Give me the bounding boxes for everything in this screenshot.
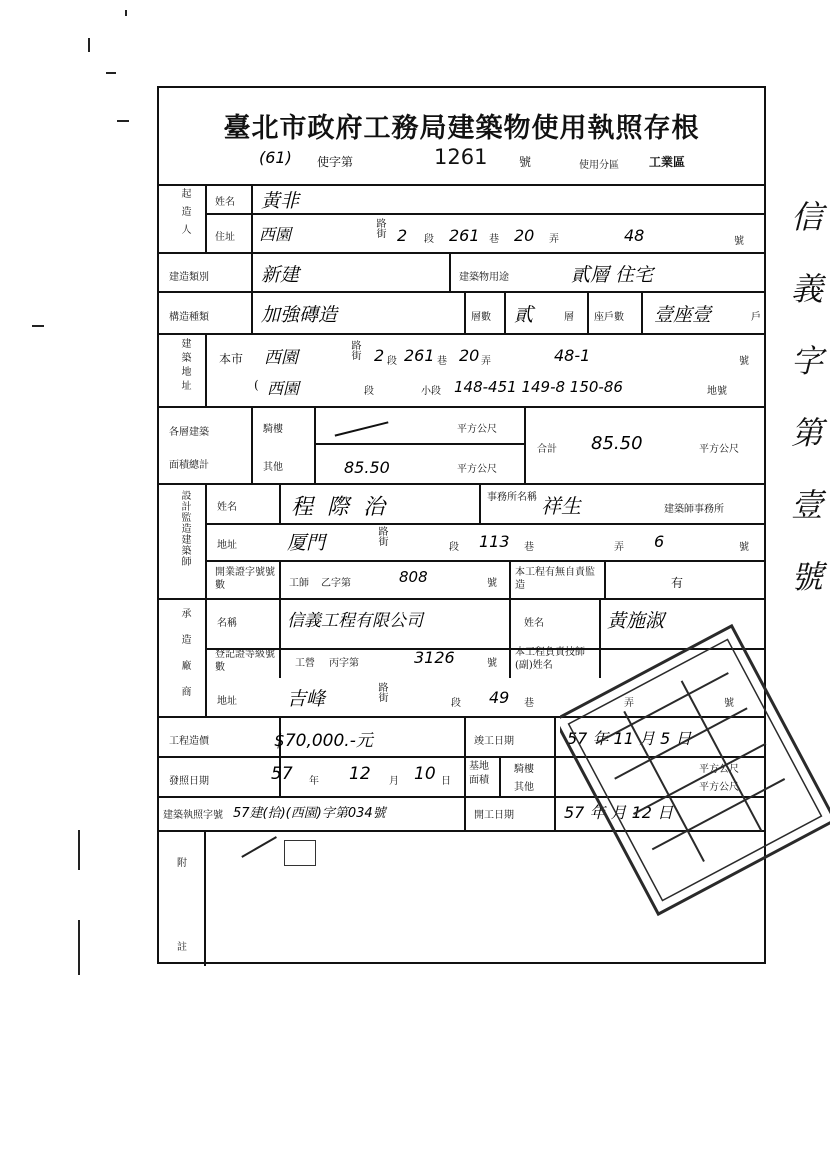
contractor-reg-suffix: 號 <box>487 658 497 669</box>
architect-addr-road: 厦門 <box>287 532 326 554</box>
contractor-tech-label: 本工程負責技師(副)姓名 <box>515 647 585 671</box>
land-suffix: 地號 <box>707 386 727 397</box>
scan-mark <box>78 920 80 975</box>
notes-label-top: 附 <box>177 858 187 869</box>
site-lane-unit: 巷 <box>437 356 447 367</box>
form-title: 臺北市政府工務局建築物使用執照存根 <box>223 113 700 144</box>
owner-name-value: 黃非 <box>261 190 300 212</box>
architect-section-label: 設計監造建築師 <box>179 490 190 567</box>
architect-address-label: 地址 <box>217 540 237 551</box>
number-suffix: 號 <box>519 155 532 169</box>
site-road-label: 路街 <box>349 340 360 360</box>
contractor-road-label: 路街 <box>376 682 387 702</box>
owner-section-label: 起造人 <box>179 188 190 242</box>
architect-section-unit: 段 <box>449 542 459 553</box>
office-label: 事務所名稱 <box>487 492 537 503</box>
permit-number: 1261 <box>434 145 488 169</box>
supervise-value: 有 <box>671 576 684 590</box>
owner-addr-district: 西園 <box>259 225 292 244</box>
supervise-label: 本工程有無自責監造 <box>515 567 595 591</box>
site-label: 建築地址 <box>179 338 190 394</box>
issue-day-label: 日 <box>441 776 451 787</box>
other-area-label: 其他 <box>263 462 283 473</box>
owner-addr-section: 2 <box>397 226 408 245</box>
land-subsection-label: 小段 <box>421 386 441 397</box>
project-other-label: 其他 <box>514 782 534 793</box>
site-section-unit: 段 <box>387 356 397 367</box>
land-open-paren: ( <box>254 378 259 392</box>
prefix-label: 使字第 <box>317 155 354 169</box>
land-district: 西園 <box>267 379 300 398</box>
contractor-addr-road: 吉峰 <box>287 688 326 710</box>
architect-name-value: 程際治 <box>291 495 400 520</box>
architect-no-unit: 號 <box>739 542 749 553</box>
office-suffix: 建築師事務所 <box>664 504 724 515</box>
site-city: 本市 <box>219 352 244 366</box>
project-area-unit-2: 平方公尺 <box>699 782 739 793</box>
notes-label-bottom: 註 <box>177 942 187 953</box>
floors-unit: 層 <box>564 312 574 323</box>
arcade-unit: 平方公尺 <box>457 424 497 435</box>
issue-month-label: 月 <box>389 776 399 787</box>
issue-label: 發照日期 <box>169 776 209 787</box>
site-alley-unit: 弄 <box>481 356 491 367</box>
office-value: 祥生 <box>541 494 581 518</box>
owner-road-label: 路街 <box>374 218 385 238</box>
architect-alley-unit: 弄 <box>614 542 624 553</box>
scan-mark <box>117 120 129 122</box>
floors-label: 層數 <box>471 312 491 323</box>
contractor-alley-unit: 弄 <box>624 698 634 709</box>
contractor-lane-unit: 巷 <box>524 698 534 709</box>
small-seal-stamp <box>284 840 316 866</box>
zone-label: 使用分區 <box>579 160 619 171</box>
land-section-label: 段 <box>364 386 374 397</box>
contractor-section-unit: 段 <box>451 698 461 709</box>
structure-value: 加強磚造 <box>261 304 338 326</box>
use-label: 建築物用途 <box>459 272 509 283</box>
architect-addr-no: 6 <box>654 532 665 551</box>
issue-month: 12 <box>349 764 371 784</box>
area-label-a: 各層建築 <box>169 427 209 438</box>
license-no: 808 <box>399 568 428 586</box>
finish-label: 竣工日期 <box>474 736 514 747</box>
construct-type-label: 建造類別 <box>169 272 209 283</box>
total-area-unit: 平方公尺 <box>699 444 739 455</box>
owner-addr-alley: 20 <box>514 226 535 245</box>
contractor-addr-lane: 49 <box>489 688 510 707</box>
architect-road-label: 路街 <box>376 526 387 546</box>
site-area-label: 基地面積 <box>469 761 489 786</box>
contractor-name-value: 信義工程有限公司 <box>287 611 423 631</box>
contractor-name-label: 名稱 <box>217 618 237 629</box>
structure-label: 構造種類 <box>169 312 209 323</box>
area-label-b: 面積總計 <box>169 460 209 471</box>
site-lane: 261 <box>404 346 435 365</box>
owner-lane-unit: 巷 <box>489 234 499 245</box>
start-label: 開工日期 <box>474 810 514 821</box>
cost-label: 工程造價 <box>169 736 209 747</box>
site-no-unit: 號 <box>739 356 749 367</box>
owner-name-label: 姓名 <box>215 197 235 208</box>
license-label: 開業證字號號數 <box>215 567 275 591</box>
zone-value: 工業區 <box>649 155 686 169</box>
architect-addr-lane: 113 <box>479 532 510 551</box>
land-numbers: 148-451 149-8 150-86 <box>454 378 623 396</box>
units-value: 壹座壹 <box>654 304 712 326</box>
contractor-address-label: 地址 <box>217 696 237 707</box>
scan-mark <box>106 72 116 74</box>
issue-year-label: 年 <box>309 776 319 787</box>
contractor-reg-label: 登記證等級號數 <box>215 649 275 673</box>
margin-handwriting: 信義字第壹號 <box>786 200 824 632</box>
license-class: 乙字第 <box>321 578 351 589</box>
site-no: 48-1 <box>554 346 591 365</box>
issue-year: 57 <box>271 764 293 784</box>
finish-value: 57 年 11 月 5 日 <box>567 729 692 748</box>
contractor-reg-prefix: 工營 <box>295 658 315 669</box>
license-prefix: 工師 <box>289 578 309 589</box>
official-seal-stamp <box>560 590 830 950</box>
scan-mark <box>78 830 80 870</box>
site-alley: 20 <box>459 346 480 365</box>
architect-lane-unit: 巷 <box>524 542 534 553</box>
issue-day: 10 <box>414 764 436 784</box>
project-arcade-label: 騎樓 <box>514 764 534 775</box>
total-area-value: 85.50 <box>591 433 643 454</box>
scan-mark <box>125 10 127 16</box>
owner-no-unit: 號 <box>734 236 744 247</box>
contractor-person-value: 黃施淑 <box>607 610 665 632</box>
permit-no-label: 建築執照字號 <box>163 810 223 821</box>
scan-mark <box>88 38 90 52</box>
use-value: 貳層 住宅 <box>571 264 654 286</box>
arcade-empty-slash <box>335 421 389 436</box>
scan-mark <box>32 325 44 327</box>
contractor-no-unit: 號 <box>724 698 734 709</box>
project-area-unit: 平方公尺 <box>699 764 739 775</box>
construct-type-value: 新建 <box>261 264 300 286</box>
other-area-unit: 平方公尺 <box>457 464 497 475</box>
site-section: 2 <box>374 346 385 365</box>
architect-name-label: 姓名 <box>217 502 237 513</box>
start-value: 57 年 月 12 日 <box>564 803 674 822</box>
site-district: 西園 <box>264 348 298 368</box>
units-unit: 戶 <box>751 312 761 323</box>
notes-scribble <box>241 836 276 857</box>
arcade-label: 騎樓 <box>263 424 283 435</box>
contractor-reg-no: 3126 <box>414 648 455 667</box>
other-area-value: 85.50 <box>344 458 390 477</box>
license-suffix: 號 <box>487 578 497 589</box>
owner-addr-no: 48 <box>624 226 645 245</box>
owner-addr-lane: 261 <box>449 226 480 245</box>
owner-address-label: 住址 <box>215 232 235 243</box>
owner-section-unit: 段 <box>424 234 434 245</box>
floors-value: 貳 <box>514 304 534 326</box>
contractor-person-label: 姓名 <box>524 618 544 629</box>
contractor-section-label: 承造廠商 <box>179 608 190 712</box>
cost-value: $70,000.-元 <box>274 731 373 751</box>
units-label: 座戶數 <box>594 312 624 323</box>
contractor-reg-class: 丙字第 <box>329 658 359 669</box>
permit-no-value: 57建(拾)(西園)字第034號 <box>233 806 386 821</box>
total-area-label: 合計 <box>537 444 557 455</box>
prefix-handwritten: (61) <box>259 148 292 167</box>
owner-alley-unit: 弄 <box>549 234 559 245</box>
